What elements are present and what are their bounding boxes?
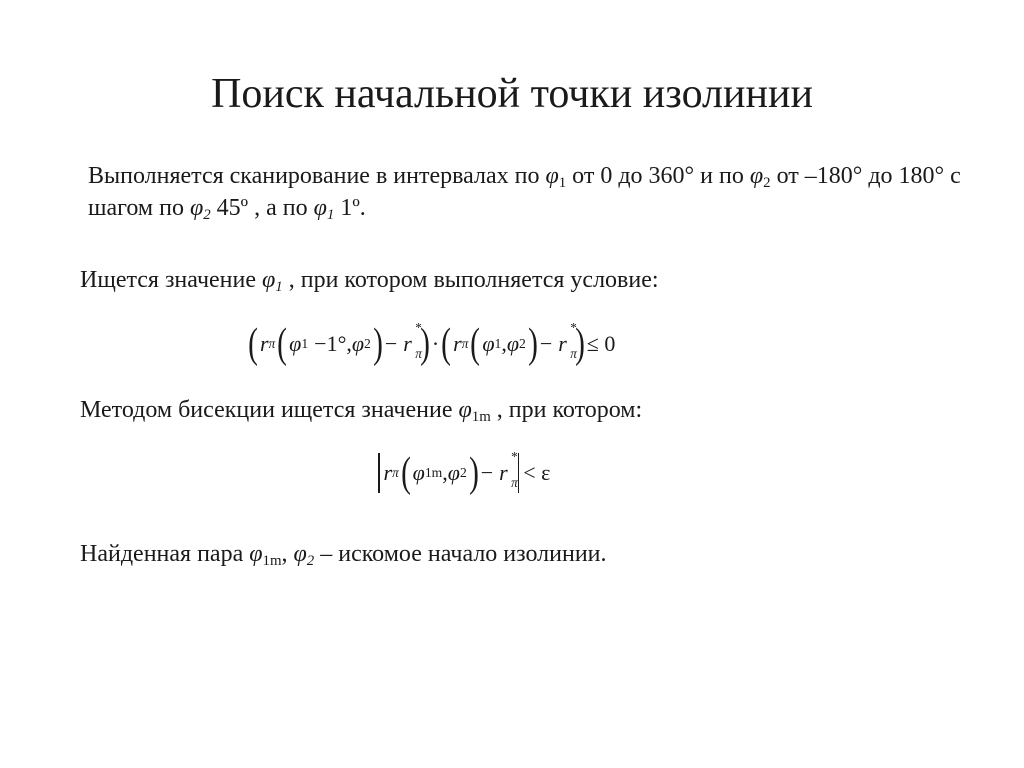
p2-text-a: Ищется значение — [80, 267, 263, 293]
f1-r-3: r — [453, 331, 462, 356]
formula-bisection: r π ( φ 1m , φ 2 ) − r * π < ε — [374, 452, 550, 494]
p4-phi-2: φ — [293, 541, 307, 567]
slide-title: Поиск начальной точки изолинии — [211, 71, 813, 117]
p1-text-d: 45º , а по — [210, 195, 314, 221]
paragraph-condition — [80, 264, 659, 296]
p1-sub-2: 2 — [763, 175, 771, 192]
f1-dot: · — [431, 331, 440, 356]
p2-sub: 1 — [275, 279, 283, 296]
p4-sep: , — [281, 541, 294, 567]
f1-rstar-2 — [558, 320, 577, 361]
f2-r-2: r — [499, 460, 508, 485]
p2-phi: φ — [262, 267, 276, 293]
f1-le0: ≤ 0 — [586, 331, 616, 356]
paragraph-result — [80, 538, 607, 570]
f2-paren-open: ( — [400, 450, 411, 496]
f1-r-1: r — [260, 331, 269, 356]
f1-paren-open-1: ( — [248, 321, 258, 367]
f1-rstar-1 — [403, 320, 422, 361]
f2-minus: − — [480, 460, 494, 485]
p4-text-b: – искомое начало изолинии. — [314, 541, 607, 567]
p3-text-b: , при котором: — [490, 397, 643, 423]
f1-phi-3: φ — [482, 331, 495, 356]
f1-r-2: r — [403, 331, 412, 356]
f1-paren-close-1: ) — [419, 321, 430, 367]
f2-rstar — [499, 449, 518, 490]
f1-star-2: * — [570, 320, 577, 335]
p4-phi-1: φ — [249, 541, 263, 567]
formula-condition: ( r π ( φ 1 −1°, φ 2 ) − r * π ) · ( r π ( φ 1 , φ 2 ) − r * π ) ≤ 0 — [248, 320, 616, 367]
p1-phi-1: φ — [545, 163, 559, 189]
p4-sub-1m: 1m — [262, 553, 282, 570]
f1-comma: , — [501, 331, 507, 356]
p1-sub-4: 1 — [326, 207, 335, 224]
f2-pi-2: π — [511, 475, 518, 490]
f1-pi-2: π — [415, 346, 422, 361]
paragraph-bisection — [80, 394, 642, 426]
f1-minus1deg: −1°, — [314, 331, 352, 356]
p1-text-a: Выполняется сканирование в интервалах по — [88, 163, 546, 189]
p3-sub: 1m — [471, 409, 491, 426]
p4-sub-2: 2 — [306, 553, 315, 570]
f2-lt-eps: < ε — [523, 460, 551, 485]
p3-phi: φ — [458, 397, 472, 423]
p1-phi-4: φ — [313, 195, 327, 221]
p2-text-b: , при котором выполняется условие: — [282, 267, 659, 293]
f2-phi-2: φ — [447, 460, 460, 485]
p1-sub-3: 2 — [203, 207, 211, 224]
f1-pi-4: π — [570, 346, 577, 361]
f2-r-1: r — [383, 460, 393, 485]
p1-text-b: от 0 до 360° и по — [566, 163, 750, 189]
f1-phi-1: φ — [289, 331, 302, 356]
f2-star: * — [511, 449, 518, 464]
f1-paren-open-3: ( — [441, 321, 452, 367]
paragraph-scanning — [88, 160, 968, 224]
f1-phi-4: φ — [506, 331, 519, 356]
f1-paren-close-4: ) — [527, 321, 538, 367]
f2-phi-1: φ — [412, 460, 425, 485]
f2-comma: , — [442, 460, 448, 485]
f1-paren-open-4: ( — [470, 321, 481, 367]
f1-paren-close-2: ) — [372, 321, 383, 367]
f1-minus-1: − — [384, 331, 398, 356]
f1-phi-2: φ — [351, 331, 365, 356]
p1-phi-2: φ — [749, 163, 764, 189]
f1-paren-close-3: ) — [574, 321, 585, 367]
p1-sub-1: 1 — [558, 175, 567, 192]
f1-star-1: * — [415, 320, 422, 335]
f2-paren-close: ) — [468, 450, 479, 496]
f1-paren-open-2: ( — [277, 321, 288, 367]
p4-text-a: Найденная пара — [80, 541, 250, 567]
p3-text-a: Методом бисекции ищется значение — [80, 397, 459, 423]
f2-abs-open — [378, 453, 380, 493]
p1-text-c: от –180° до 180° с шагом по — [88, 163, 961, 221]
p1-phi-3: φ — [189, 195, 204, 221]
f1-r-4: r — [558, 331, 567, 356]
p1-text-e: 1º. — [334, 195, 366, 221]
f1-minus-2: − — [539, 331, 553, 356]
